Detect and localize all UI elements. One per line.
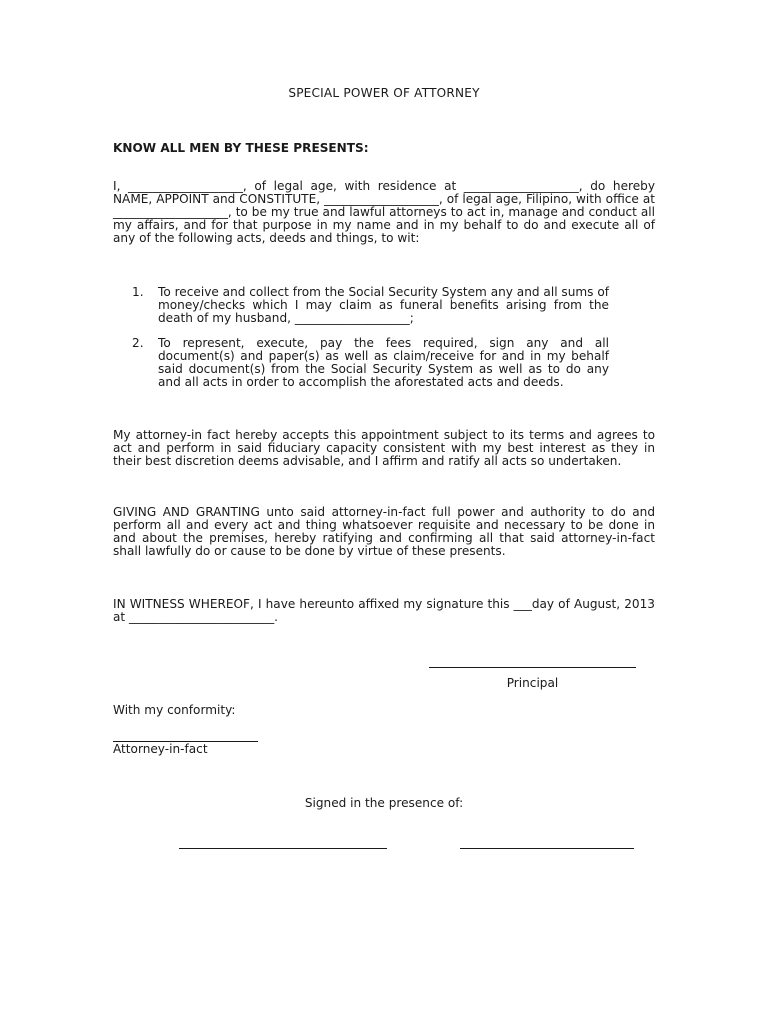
list-item-number: 2. xyxy=(132,336,144,350)
list-item-text: To receive and collect from the Social Security System any and all sums of money/checks which I may claim as funeral benefits arising from the death of my husband, ___________________; xyxy=(158,285,609,325)
attorney-label: Attorney-in-fact xyxy=(113,742,208,756)
document-title: SPECIAL POWER OF ATTORNEY xyxy=(288,86,480,100)
acceptance-paragraph: My attorney-in fact hereby accepts this appointment subject to its terms and agrees to act and perform in said fiduciary capacity consistent with my best interest as they in their best discretion deems advisable, and I affirm and ratify all acts so undertaken. xyxy=(113,428,655,468)
witness-paragraph: IN WITNESS WHEREOF, I have hereunto affixed my signature this ___day of August, 2013 at ________________________. xyxy=(113,597,655,624)
granting-paragraph: GIVING AND GRANTING unto said attorney-in-fact full power and authority to do and perform all and every act and thing whatsoever requisite and necessary to be done in and about the premises, hereby ratifying and confirming all that said attorney-in-fact shall lawfully do or cause to be done by virtue of these presents. xyxy=(113,505,655,558)
conformity-label: With my conformity: xyxy=(113,703,236,717)
list-item-number: 1. xyxy=(132,285,144,299)
witness-signature-line xyxy=(179,848,387,849)
intro-paragraph: I, ___________________, of legal age, with residence at ___________________, do hereby NAME, APPOINT and CONSTITUTE, ___________________, of legal age, Filipino, with office at ___________________, to be my true and lawful attorneys to act in, manage and conduct all my affairs, and for that purpose in my name and in my behalf to do and execute all of any of the following acts, deeds and things, to wit: xyxy=(113,179,655,245)
document-heading: KNOW ALL MEN BY THESE PRESENTS: xyxy=(113,141,369,155)
list-item-text: To represent, execute, pay the fees required, sign any and all document(s) and paper(s) as well as claim/receive for and in my behalf said document(s) from the Social Security System as well as to do any and all acts in order to accomplish the aforestated acts and deeds. xyxy=(158,336,609,389)
presence-label: Signed in the presence of: xyxy=(304,796,464,810)
principal-signature-line xyxy=(429,667,636,668)
witness-signature-line xyxy=(460,848,634,849)
principal-label: Principal xyxy=(506,676,559,690)
